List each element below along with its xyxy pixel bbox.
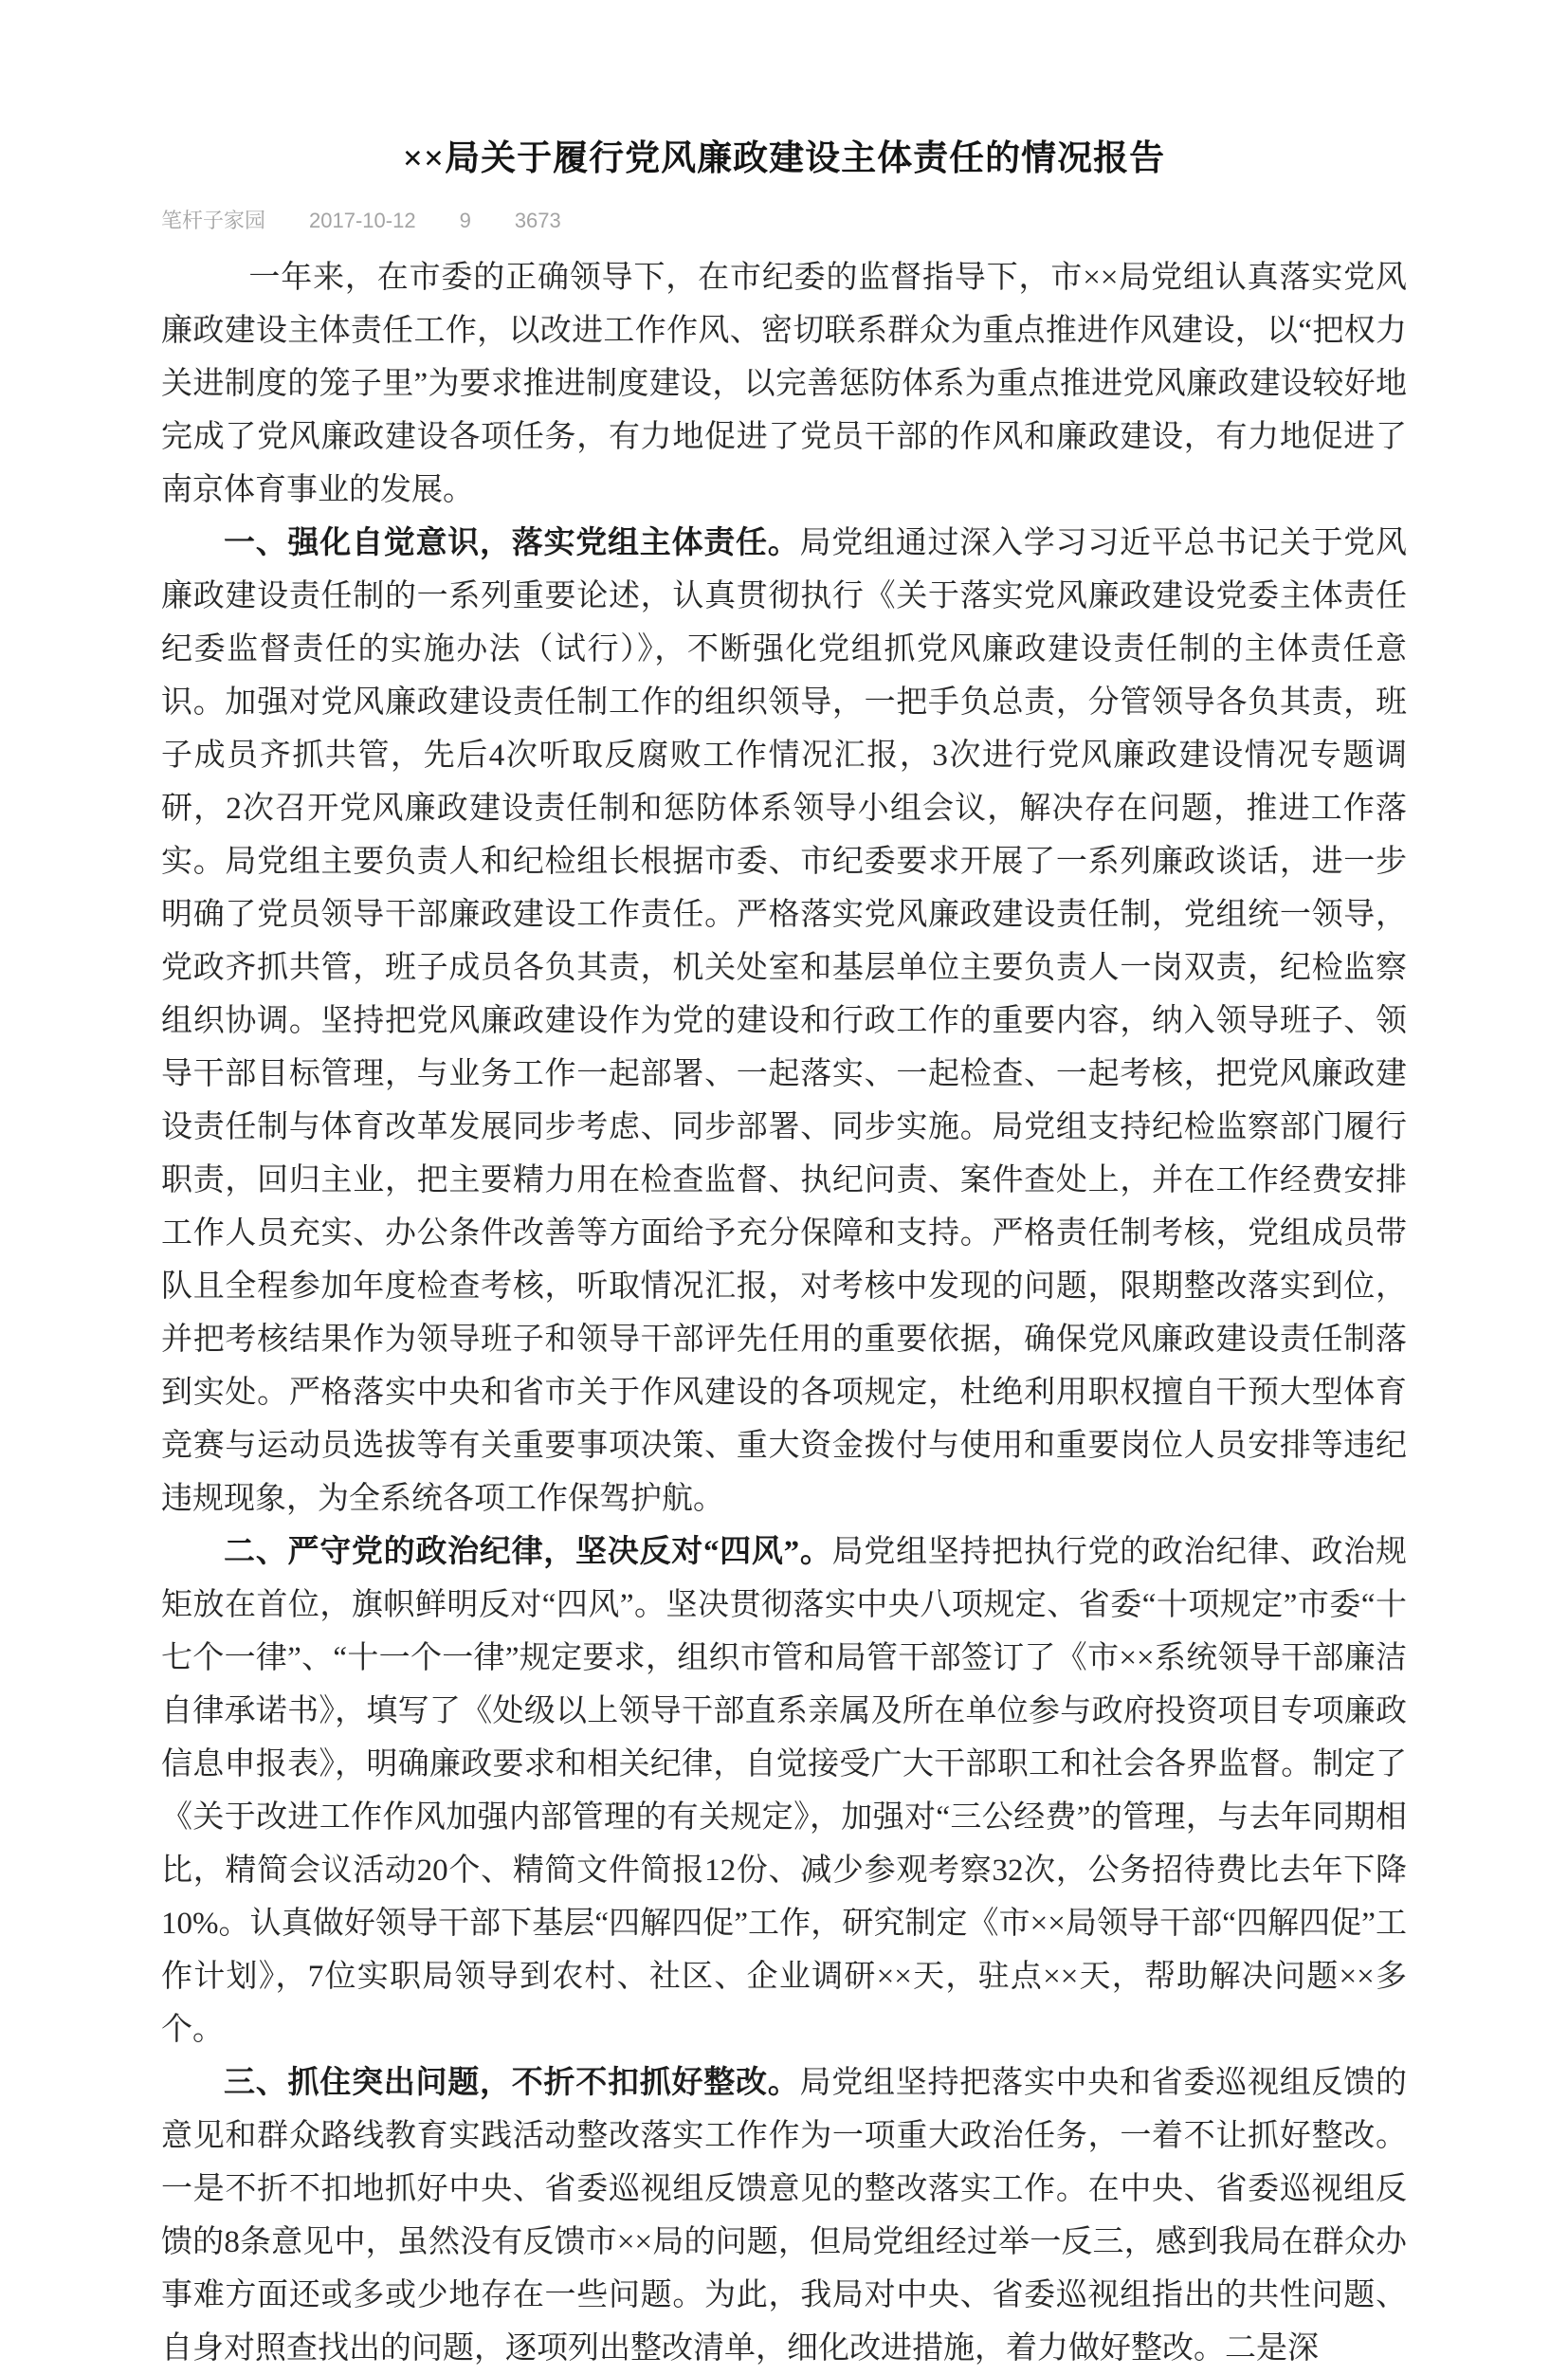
section-2-heading: 二、严守党的政治纪律，坚决反对“四风”。 — [224, 1535, 832, 1569]
section-1-heading: 一、强化自觉意识，落实党组主体责任。 — [224, 526, 800, 560]
document-body — [161, 251, 1407, 2375]
paragraph-section-3 — [161, 2056, 1407, 2375]
meta-comments-count: 9 — [459, 209, 471, 232]
paragraph-intro-text: 一年来，在市委的正确领导下，在市纪委的监督指导下，市××局党组认真落实党风廉政建设主体责任工作，以改进工作作风、密切联系群众为重点推进作风建设，以“把权力关进制度的笼子里”为要求推进制度建设，以完善惩防体系为重点推进党风廉政建设较好地完成了党风廉政建设各项任务，有力地促进了党员干部的作风和廉政建设，有力地促进了南京体育事业的发展。 — [161, 261, 1407, 507]
paragraph-intro — [161, 251, 1407, 517]
section-2-text: 局党组坚持把执行党的政治纪律、政治规矩放在首位，旗帜鲜明反对“四风”。坚决贯彻落实中央八项规定、省委“十项规定”市委“十七个一律”、“十一个一律”规定要求，组织市管和局管干部签订了《市××系统领导干部廉洁自律承诺书》，填写了《处级以上领导干部直系亲属及所在单位参与政府投资项目专项廉政信息申报表》，明确廉政要求和相关纪律，自觉接受广大干部职工和社会各界监督。制定了《关于改进工作作风加强内部管理的有关规定》，加强对“三公经费”的管理，与去年同期相比，精简会议活动20个、精简文件简报12份、减少参观考察32次，公务招待费比去年下降10%。认真做好领导干部下基层“四解四促”工作，研究制定《市××局领导干部“四解四促”工作计划》，7位实职局领导到农村、社区、企业调研××天，驻点××天，帮助解决问题××多个。 — [161, 1535, 1408, 2047]
paragraph-section-2 — [161, 1525, 1407, 2056]
paragraph-section-1 — [161, 517, 1407, 1525]
meta-row — [161, 205, 1407, 234]
section-3-text: 局党组坚持把落实中央和省委巡视组反馈的意见和群众路线教育实践活动整改落实工作作为一项重大政治任务，一着不让抓好整改。一是不折不扣地抓好中央、省委巡视组反馈意见的整改落实工作。在中央、省委巡视组反馈的8条意见中，虽然没有反馈市××局的问题，但局党组经过举一反三，感到我局在群众办事难方面还或多或少地存在一些问题。为此，我局对中央、省委巡视组指出的共性问题、自身对照查找出的问题，逐项列出整改清单，细化改进措施，着力做好整改。二是深 — [161, 2066, 1407, 2366]
meta-date: 2017-10-12 — [309, 209, 416, 232]
section-1-text: 局党组通过深入学习习近平总书记关于党风廉政建设责任制的一系列重要论述，认真贯彻执行《关于落实党风廉政建设党委主体责任纪委监督责任的实施办法（试行）》，不断强化党组抓党风廉政建设责任制的主体责任意识。加强对党风廉政建设责任制工作的组织领导，一把手负总责，分管领导各负其责，班子成员齐抓共管，先后4次听取反腐败工作情况汇报，3次进行党风廉政建设情况专题调研，2次召开党风廉政建设责任制和惩防体系领导小组会议，解决存在问题，推进工作落实。局党组主要负责人和纪检组长根据市委、市纪委要求开展了一系列廉政谈话，进一步明确了党员领导干部廉政建设工作责任。严格落实党风廉政建设责任制，党组统一领导，党政齐抓共管，班子成员各负其责，机关处室和基层单位主要负责人一岗双责，纪检监察组织协调。坚持把党风廉政建设作为党的建设和行政工作的重要内容，纳入领导班子、领导干部目标管理，与业务工作一起部署、一起落实、一起检查、一起考核，把党风廉政建设责任制与体育改革发展同步考虑、同步部署、同步实施。局党组支持纪检监察部门履行职责，回归主业，把主要精力用在检查监督、执纪问责、案件查处上，并在工作经费安排工作人员充实、办公条件改善等方面给予充分保障和支持。严格责任制考核，党组成员带队且全程参加年度检查考核，听取情况汇报，对考核中发现的问题，限期整改落实到位，并把考核结果作为领导班子和领导干部评先任用的重要依据，确保党风廉政建设责任制落到实处。严格落实中央和省市关于作风建设的各项规定，杜绝利用职权擅自干预大型体育竞赛与运动员选拔等有关重要事项决策、重大资金拨付与使用和重要岗位人员安排等违纪违规现象，为全系统各项工作保驾护航。 — [161, 526, 1407, 1516]
document-title: ××局关于履行党风廉政建设主体责任的情况报告 — [402, 139, 1166, 178]
meta-source[interactable]: 笔杆子家园 — [161, 209, 266, 232]
section-3-heading: 三、抓住突出问题，不折不扣抓好整改。 — [224, 2066, 800, 2100]
meta-views-count: 3673 — [514, 209, 561, 232]
